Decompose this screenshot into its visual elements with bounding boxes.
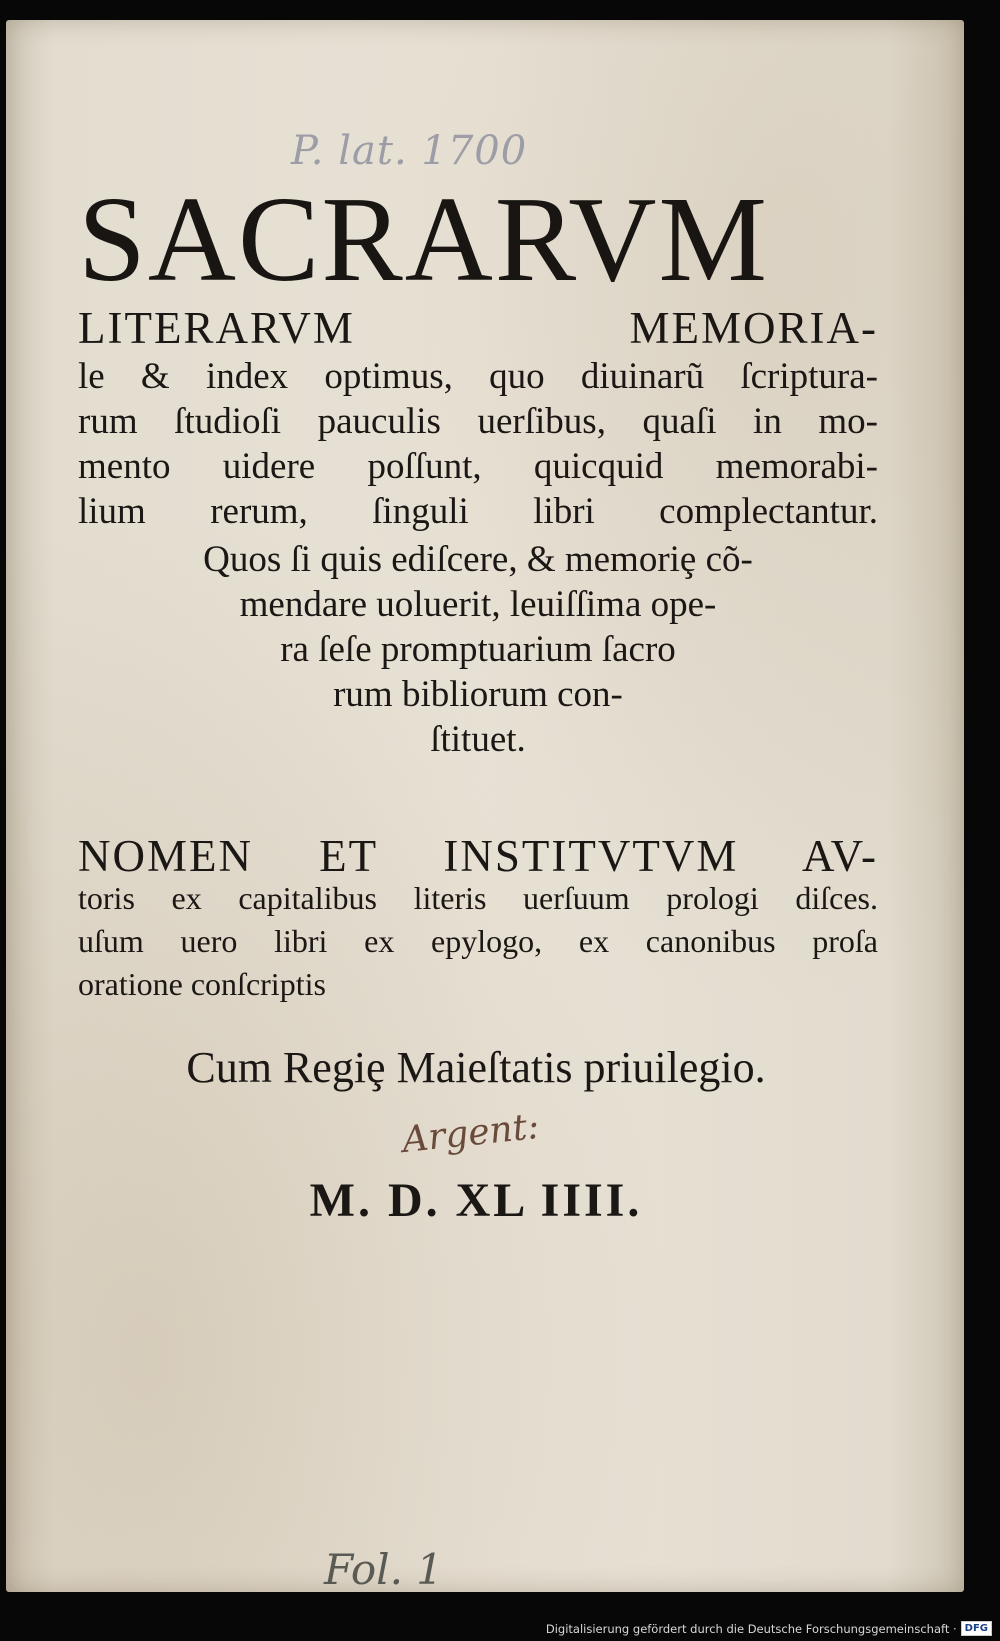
nomen-line-3: uſum uero libri ex epylogo, ex canonibus proſa [78,923,878,959]
title-line-5: lium rerum, ſinguli libri complectantur. [78,491,878,532]
title-heading: SACRARVM [78,172,769,307]
title-line-1: LITERARVM MEMORIA- [78,303,878,353]
title-line-3: rum ſtudioſi pauculis uerſibus, quaſi in mo- [78,401,878,442]
handwritten-place: Argent: [400,1105,542,1162]
privilege-line: Cum Regiȩ Maieſtatis priuilegio. [186,1043,766,1092]
dfg-logo-icon: DFG [961,1621,992,1636]
nomen-line-1: NOMEN ET INSTITVTVM AV- [78,831,878,881]
title-line-10: ſtituet. [430,719,526,760]
title-line-2: le & index optimus, quo diuinarũ ſcriptura- [78,356,878,397]
handwritten-folio: Fol. 1 [324,1545,443,1594]
title-line-7: mendare uoluerit, leuiſſima ope- [239,584,717,625]
nomen-line-4: oratione conſcriptis [78,966,326,1002]
title-line-4: mento uidere poſſunt, quicquid memorabi- [78,446,878,487]
title-line-9: rum bibliorum con- [333,674,623,715]
title-line-6: Quos ſi quis ediſcere, & memoriȩ cõ- [203,539,753,580]
footer-bar [0,1616,1000,1641]
publication-date: M. D. XL IIII. [309,1174,643,1227]
book-page [6,20,964,1592]
handwritten-shelfmark: P. lat. 1700 [291,128,528,174]
footer-credit: Digitalisierung gefördert durch die Deutsche Forschungsgemeinschaft · [545,1621,957,1636]
title-line-8: ra ſeſe promptuarium ſacro [280,629,676,670]
nomen-line-2: toris ex capitalibus literis uerſuum prologi diſces. [78,880,878,916]
